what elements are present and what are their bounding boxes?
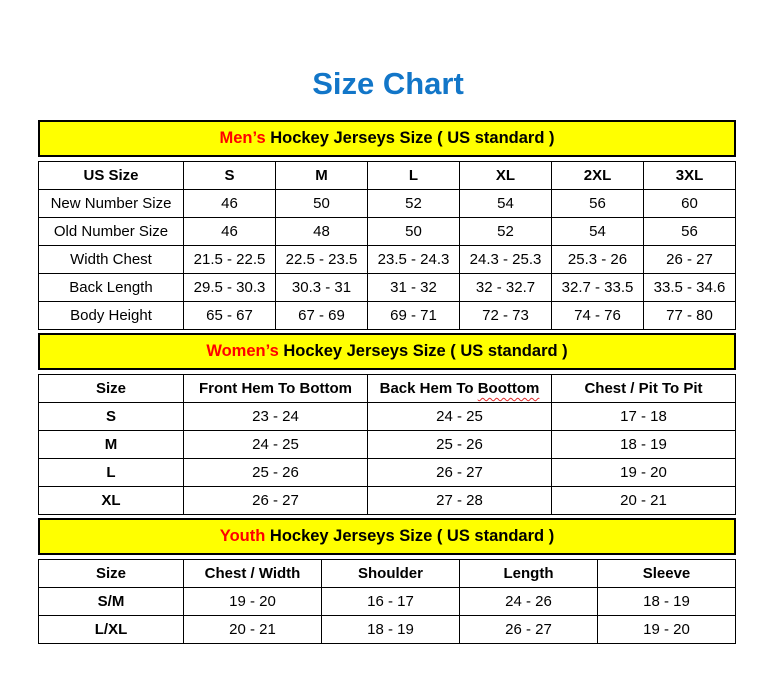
table-row bbox=[39, 246, 736, 274]
womens-section bbox=[38, 333, 736, 515]
value-cell: 25 - 26 bbox=[184, 459, 368, 487]
value-cell: 72 - 73 bbox=[460, 302, 552, 330]
value-cell: 20 - 21 bbox=[552, 487, 736, 515]
value-cell: 19 - 20 bbox=[552, 459, 736, 487]
column-header-row bbox=[39, 375, 736, 403]
table-row bbox=[39, 403, 736, 431]
row-label-cell: Body Height bbox=[39, 302, 184, 330]
youth-section bbox=[38, 518, 736, 644]
value-cell: 18 - 19 bbox=[322, 616, 460, 644]
column-header-row bbox=[39, 560, 736, 588]
column-header-row bbox=[39, 162, 736, 190]
column-header: M bbox=[276, 162, 368, 190]
value-cell: 32 - 32.7 bbox=[460, 274, 552, 302]
column-header: Length bbox=[460, 560, 598, 588]
youth-heading-text: Hockey Jerseys Size ( US standard ) bbox=[265, 527, 555, 545]
value-cell: 16 - 17 bbox=[322, 588, 460, 616]
row-label-cell: XL bbox=[39, 487, 184, 515]
row-label-cell: Width Chest bbox=[39, 246, 184, 274]
value-cell: 20 - 21 bbox=[184, 616, 322, 644]
value-cell: 67 - 69 bbox=[276, 302, 368, 330]
value-cell: 54 bbox=[552, 218, 644, 246]
value-cell: 50 bbox=[368, 218, 460, 246]
column-header: XL bbox=[460, 162, 552, 190]
value-cell: 24 - 26 bbox=[460, 588, 598, 616]
row-label-cell: Back Length bbox=[39, 274, 184, 302]
table-row bbox=[39, 190, 736, 218]
value-cell: 46 bbox=[184, 190, 276, 218]
value-cell: 23 - 24 bbox=[184, 403, 368, 431]
womens-heading-highlight: Women’s bbox=[206, 342, 279, 360]
column-header: Sleeve bbox=[598, 560, 736, 588]
value-cell: 50 bbox=[276, 190, 368, 218]
column-header: US Size bbox=[39, 162, 184, 190]
value-cell: 77 - 80 bbox=[644, 302, 736, 330]
column-header: Shoulder bbox=[322, 560, 460, 588]
value-cell: 56 bbox=[644, 218, 736, 246]
column-header: Chest / Pit To Pit bbox=[552, 375, 736, 403]
value-cell: 46 bbox=[184, 218, 276, 246]
row-label-cell: L/XL bbox=[39, 616, 184, 644]
column-header: 2XL bbox=[552, 162, 644, 190]
column-header: Front Hem To Bottom bbox=[184, 375, 368, 403]
table-row bbox=[39, 302, 736, 330]
table-row bbox=[39, 431, 736, 459]
column-header: L bbox=[368, 162, 460, 190]
value-cell: 48 bbox=[276, 218, 368, 246]
column-header: Size bbox=[39, 560, 184, 588]
mens-heading-highlight: Men’s bbox=[219, 129, 266, 147]
value-cell: 60 bbox=[644, 190, 736, 218]
mens-section-header bbox=[38, 120, 736, 157]
table-row bbox=[39, 274, 736, 302]
youth-heading-highlight: Youth bbox=[219, 527, 266, 545]
value-cell: 26 - 27 bbox=[368, 459, 552, 487]
value-cell: 33.5 - 34.6 bbox=[644, 274, 736, 302]
mens-heading-text: Hockey Jerseys Size ( US standard ) bbox=[265, 129, 555, 147]
value-cell: 29.5 - 30.3 bbox=[184, 274, 276, 302]
womens-heading-text: Hockey Jerseys Size ( US standard ) bbox=[278, 342, 568, 360]
value-cell: 24.3 - 25.3 bbox=[460, 246, 552, 274]
row-label-cell: M bbox=[39, 431, 184, 459]
value-cell: 19 - 20 bbox=[598, 616, 736, 644]
value-cell: 31 - 32 bbox=[368, 274, 460, 302]
womens-section-header bbox=[38, 333, 736, 370]
column-header: Chest / Width bbox=[184, 560, 322, 588]
table-row bbox=[39, 487, 736, 515]
value-cell: 32.7 - 33.5 bbox=[552, 274, 644, 302]
value-cell: 24 - 25 bbox=[184, 431, 368, 459]
misspelled-word: Boottom bbox=[477, 380, 540, 397]
value-cell: 23.5 - 24.3 bbox=[368, 246, 460, 274]
size-chart bbox=[38, 120, 736, 647]
value-cell: 74 - 76 bbox=[552, 302, 644, 330]
youth-section-header bbox=[38, 518, 736, 555]
youth-size-table bbox=[38, 559, 736, 644]
value-cell: 21.5 - 22.5 bbox=[184, 246, 276, 274]
column-header: S bbox=[184, 162, 276, 190]
row-label-cell: L bbox=[39, 459, 184, 487]
page-title: Size Chart bbox=[312, 66, 464, 101]
value-cell: 26 - 27 bbox=[460, 616, 598, 644]
column-header: 3XL bbox=[644, 162, 736, 190]
mens-section bbox=[38, 120, 736, 330]
column-header: Back Hem To Boottom bbox=[368, 375, 552, 403]
value-cell: 69 - 71 bbox=[368, 302, 460, 330]
value-cell: 18 - 19 bbox=[598, 588, 736, 616]
womens-size-table bbox=[38, 374, 736, 515]
value-cell: 54 bbox=[460, 190, 552, 218]
value-cell: 27 - 28 bbox=[368, 487, 552, 515]
value-cell: 26 - 27 bbox=[644, 246, 736, 274]
value-cell: 56 bbox=[552, 190, 644, 218]
value-cell: 52 bbox=[460, 218, 552, 246]
row-label-cell: Old Number Size bbox=[39, 218, 184, 246]
value-cell: 52 bbox=[368, 190, 460, 218]
value-cell: 22.5 - 23.5 bbox=[276, 246, 368, 274]
mens-size-table bbox=[38, 161, 736, 330]
value-cell: 25.3 - 26 bbox=[552, 246, 644, 274]
value-cell: 24 - 25 bbox=[368, 403, 552, 431]
table-row bbox=[39, 218, 736, 246]
table-row bbox=[39, 588, 736, 616]
value-cell: 25 - 26 bbox=[368, 431, 552, 459]
value-cell: 18 - 19 bbox=[552, 431, 736, 459]
table-row bbox=[39, 616, 736, 644]
value-cell: 30.3 - 31 bbox=[276, 274, 368, 302]
row-label-cell: S/M bbox=[39, 588, 184, 616]
value-cell: 17 - 18 bbox=[552, 403, 736, 431]
table-row bbox=[39, 459, 736, 487]
row-label-cell: S bbox=[39, 403, 184, 431]
row-label-cell: New Number Size bbox=[39, 190, 184, 218]
value-cell: 19 - 20 bbox=[184, 588, 322, 616]
value-cell: 26 - 27 bbox=[184, 487, 368, 515]
value-cell: 65 - 67 bbox=[184, 302, 276, 330]
column-header: Size bbox=[39, 375, 184, 403]
